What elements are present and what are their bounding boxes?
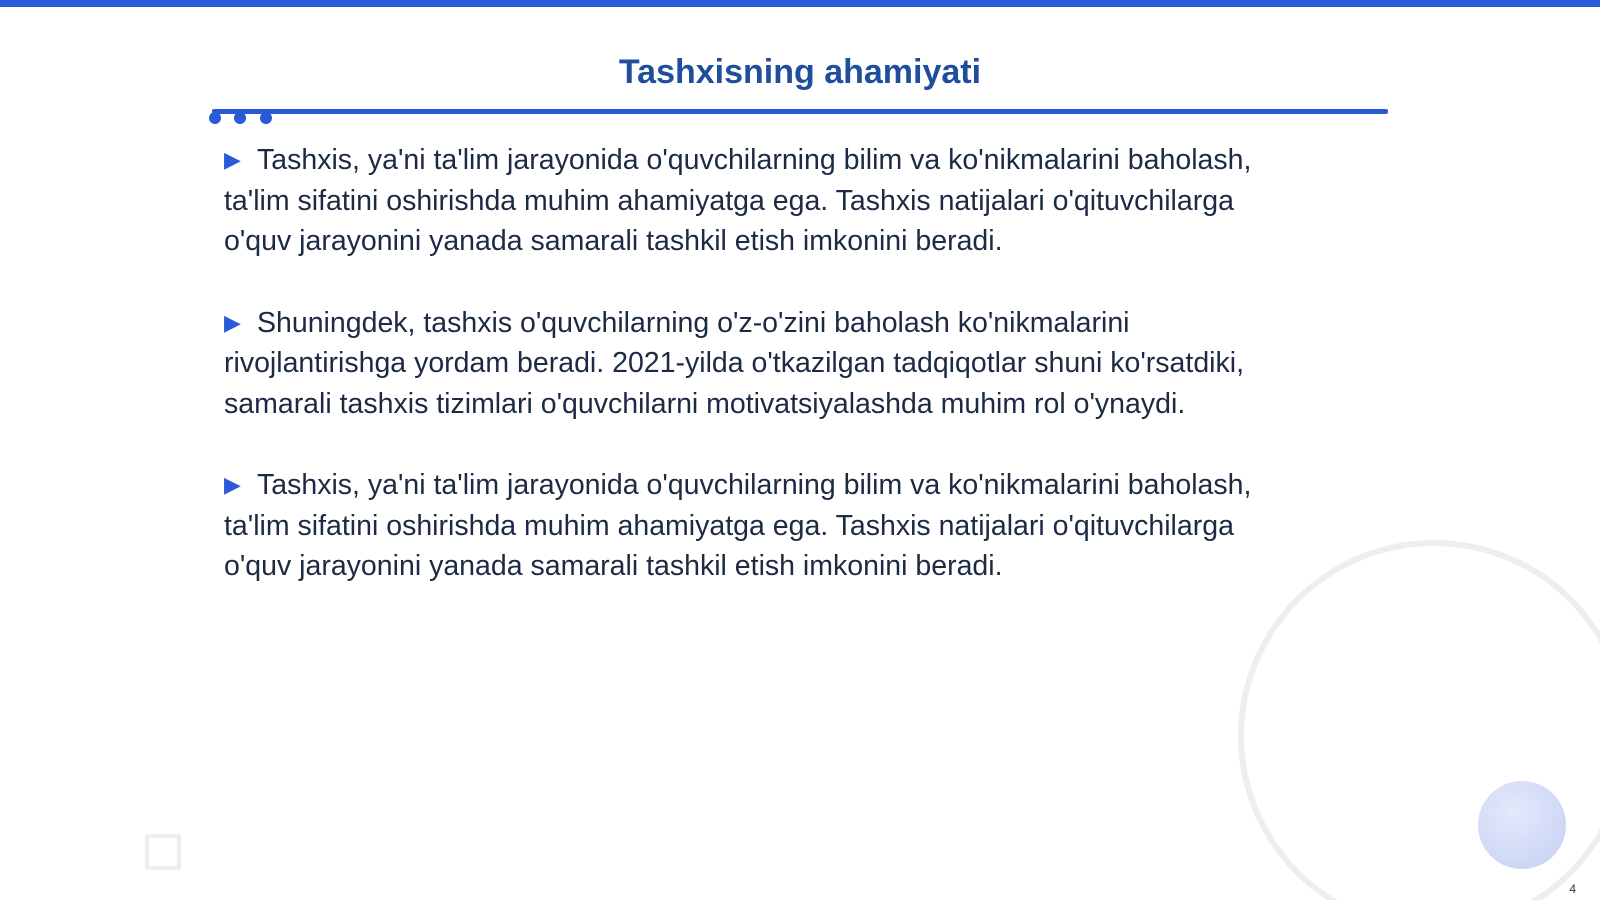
triangle-right-icon: ▶ — [224, 472, 241, 497]
page-number: 4 — [1569, 882, 1576, 896]
top-accent-bar — [0, 0, 1600, 7]
paragraph-line: Tashxis, ya'ni ta'lim jarayonida o'quvchilarning bilim va ko'nikmalarini baholash, — [257, 144, 1252, 176]
paragraph-line: Tashxis, ya'ni ta'lim jarayonida o'quvchilarning bilim va ko'nikmalarini baholash, — [257, 469, 1252, 501]
slide-body — [224, 140, 1354, 628]
slide-title: Tashxisning ahamiyati — [618, 53, 982, 91]
bullet-paragraph — [224, 303, 1354, 425]
triangle-right-icon: ▶ — [224, 147, 241, 172]
decor-square — [145, 834, 181, 870]
triangle-right-icon: ▶ — [224, 309, 241, 335]
paragraph-line: o'quv jarayonini yanada samarali tashkil etish imkonini beradi. — [224, 225, 1003, 257]
paragraph-line: o'quv jarayonini yanada samarali tashkil etish imkonini beradi. — [224, 550, 1003, 582]
decor-dot — [260, 112, 272, 124]
paragraph-line: ta'lim sifatini oshirishda muhim ahamiyatga ega. Tashxis natijalari o'qituvchilarga — [224, 509, 1234, 542]
paragraph-line: rivojlantirishga yordam beradi. 2021-yilda o'tkazilgan tadqiqotlar shuni ko'rsatdiki, — [224, 347, 1245, 379]
decor-ball — [1478, 781, 1566, 869]
decor-dot — [234, 112, 246, 124]
paragraph-line: ta'lim sifatini oshirishda muhim ahamiyatga ega. Tashxis natijalari o'qituvchilarga — [224, 184, 1234, 217]
paragraph-line: Shuningdek, tashxis o'quvchilarning o'z-o'zini baholash ko'nikmalarini — [257, 306, 1130, 339]
title-underline — [212, 109, 1388, 114]
bullet-paragraph — [224, 140, 1354, 262]
paragraph-line: samarali tashxis tizimlari o'quvchilarni motivatsiyalashda muhim rol o'ynaydi. — [224, 387, 1186, 420]
decor-dot — [209, 112, 221, 124]
bullet-paragraph — [224, 465, 1354, 587]
